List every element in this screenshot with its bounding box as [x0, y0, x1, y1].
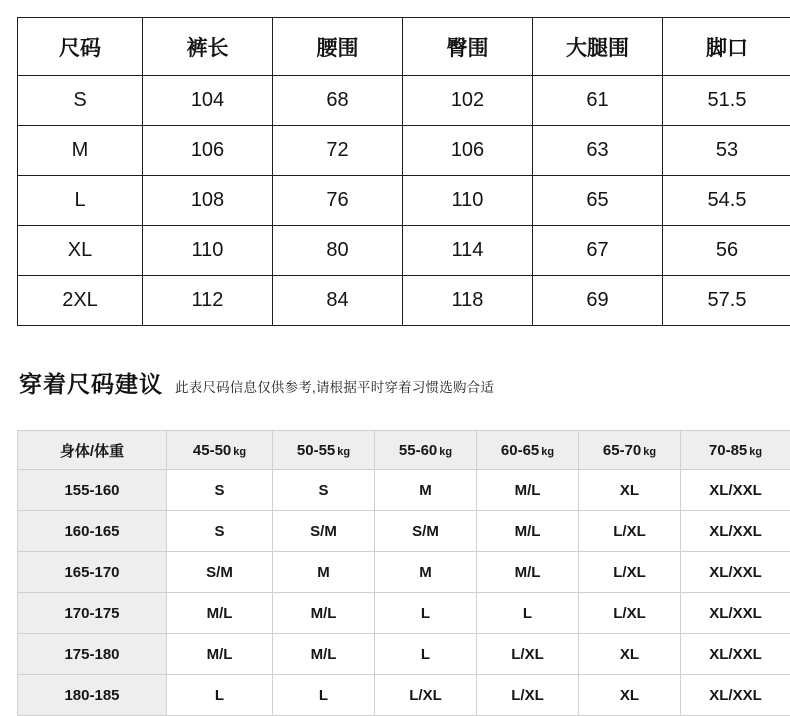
column-header-thigh: 大腿围	[533, 18, 663, 76]
table-row	[18, 511, 790, 552]
column-header-weight-1	[167, 431, 273, 470]
weight-unit: kg	[439, 446, 452, 458]
column-header-hem: 脚口	[663, 18, 790, 76]
table-row	[18, 552, 790, 593]
cell-recommended-size: M/L	[273, 634, 375, 675]
cell-hem: 57.5	[663, 276, 790, 326]
table-row	[18, 634, 790, 675]
cell-recommended-size: M/L	[167, 634, 273, 675]
table-row	[18, 226, 790, 276]
cell-recommended-size: L/XL	[579, 511, 681, 552]
cell-recommended-size: XL/XXL	[681, 593, 790, 634]
advice-note: 此表尺码信息仅供参考,请根据平时穿着习惯选购合适	[175, 376, 494, 396]
cell-thigh: 61	[533, 76, 663, 126]
cell-length: 108	[143, 176, 273, 226]
table-header-row	[18, 18, 790, 76]
table-row	[18, 675, 790, 716]
cell-recommended-size: M/L	[477, 552, 579, 593]
weight-unit: kg	[643, 446, 656, 458]
cell-size: XL	[18, 226, 143, 276]
cell-recommended-size: L	[375, 593, 477, 634]
column-header-weight-3	[375, 431, 477, 470]
cell-hip: 118	[403, 276, 533, 326]
weight-range: 50-55	[297, 442, 335, 459]
row-header-height: 175-180	[18, 634, 167, 675]
cell-recommended-size: XL	[579, 675, 681, 716]
cell-recommended-size: L/XL	[579, 593, 681, 634]
column-header-weight-5	[579, 431, 681, 470]
weight-unit: kg	[749, 446, 762, 458]
row-header-height: 160-165	[18, 511, 167, 552]
weight-range: 55-60	[399, 442, 437, 459]
column-header-weight-2	[273, 431, 375, 470]
column-header-waist: 腰围	[273, 18, 403, 76]
cell-recommended-size: XL/XXL	[681, 552, 790, 593]
recommend-header-row	[18, 431, 790, 470]
cell-thigh: 63	[533, 126, 663, 176]
weight-range: 45-50	[193, 442, 231, 459]
cell-hem: 51.5	[663, 76, 790, 126]
row-header-height: 170-175	[18, 593, 167, 634]
cell-recommended-size: XL/XXL	[681, 675, 790, 716]
cell-recommended-size: M/L	[167, 593, 273, 634]
cell-waist: 80	[273, 226, 403, 276]
cell-length: 104	[143, 76, 273, 126]
cell-recommended-size: M	[273, 552, 375, 593]
advice-heading	[19, 366, 494, 399]
cell-hem: 56	[663, 226, 790, 276]
cell-length: 112	[143, 276, 273, 326]
size-spec-table	[17, 17, 790, 326]
size-recommendation-table	[17, 430, 790, 716]
cell-size: L	[18, 176, 143, 226]
cell-hem: 53	[663, 126, 790, 176]
weight-unit: kg	[337, 446, 350, 458]
cell-size: S	[18, 76, 143, 126]
column-header-weight-6	[681, 431, 790, 470]
column-header-size: 尺码	[18, 18, 143, 76]
cell-recommended-size: XL/XXL	[681, 634, 790, 675]
cell-size: 2XL	[18, 276, 143, 326]
cell-recommended-size: S	[273, 470, 375, 511]
cell-recommended-size: S	[167, 470, 273, 511]
cell-recommended-size: XL	[579, 634, 681, 675]
column-header-body-weight: 身体/体重	[18, 431, 167, 470]
cell-recommended-size: XL	[579, 470, 681, 511]
column-header-hip: 臀围	[403, 18, 533, 76]
column-header-length: 裤长	[143, 18, 273, 76]
cell-recommended-size: M/L	[477, 511, 579, 552]
table-row	[18, 126, 790, 176]
row-header-height: 165-170	[18, 552, 167, 593]
cell-hip: 114	[403, 226, 533, 276]
cell-recommended-size: L/XL	[579, 552, 681, 593]
cell-hem: 54.5	[663, 176, 790, 226]
cell-recommended-size: L	[273, 675, 375, 716]
table-row	[18, 76, 790, 126]
cell-recommended-size: L/XL	[477, 675, 579, 716]
cell-recommended-size: S/M	[375, 511, 477, 552]
cell-waist: 68	[273, 76, 403, 126]
cell-hip: 110	[403, 176, 533, 226]
table-row	[18, 176, 790, 226]
cell-length: 106	[143, 126, 273, 176]
cell-recommended-size: M/L	[477, 470, 579, 511]
cell-waist: 72	[273, 126, 403, 176]
cell-recommended-size: M	[375, 470, 477, 511]
cell-thigh: 69	[533, 276, 663, 326]
cell-length: 110	[143, 226, 273, 276]
cell-hip: 106	[403, 126, 533, 176]
cell-recommended-size: S	[167, 511, 273, 552]
column-header-weight-4	[477, 431, 579, 470]
cell-waist: 84	[273, 276, 403, 326]
cell-recommended-size: XL/XXL	[681, 511, 790, 552]
cell-size: M	[18, 126, 143, 176]
cell-recommended-size: L/XL	[375, 675, 477, 716]
cell-recommended-size: L	[477, 593, 579, 634]
cell-recommended-size: M	[375, 552, 477, 593]
cell-recommended-size: M/L	[273, 593, 375, 634]
cell-thigh: 65	[533, 176, 663, 226]
cell-recommended-size: L	[167, 675, 273, 716]
weight-range: 65-70	[603, 442, 641, 459]
table-row	[18, 276, 790, 326]
row-header-height: 180-185	[18, 675, 167, 716]
advice-title: 穿着尺码建议	[19, 366, 163, 399]
cell-waist: 76	[273, 176, 403, 226]
cell-thigh: 67	[533, 226, 663, 276]
cell-recommended-size: L/XL	[477, 634, 579, 675]
weight-range: 60-65	[501, 442, 539, 459]
cell-recommended-size: XL/XXL	[681, 470, 790, 511]
table-row	[18, 470, 790, 511]
row-header-height: 155-160	[18, 470, 167, 511]
table-row	[18, 593, 790, 634]
cell-recommended-size: L	[375, 634, 477, 675]
weight-unit: kg	[541, 446, 554, 458]
cell-recommended-size: S/M	[273, 511, 375, 552]
weight-range: 70-85	[709, 442, 747, 459]
cell-recommended-size: S/M	[167, 552, 273, 593]
cell-hip: 102	[403, 76, 533, 126]
weight-unit: kg	[233, 446, 246, 458]
